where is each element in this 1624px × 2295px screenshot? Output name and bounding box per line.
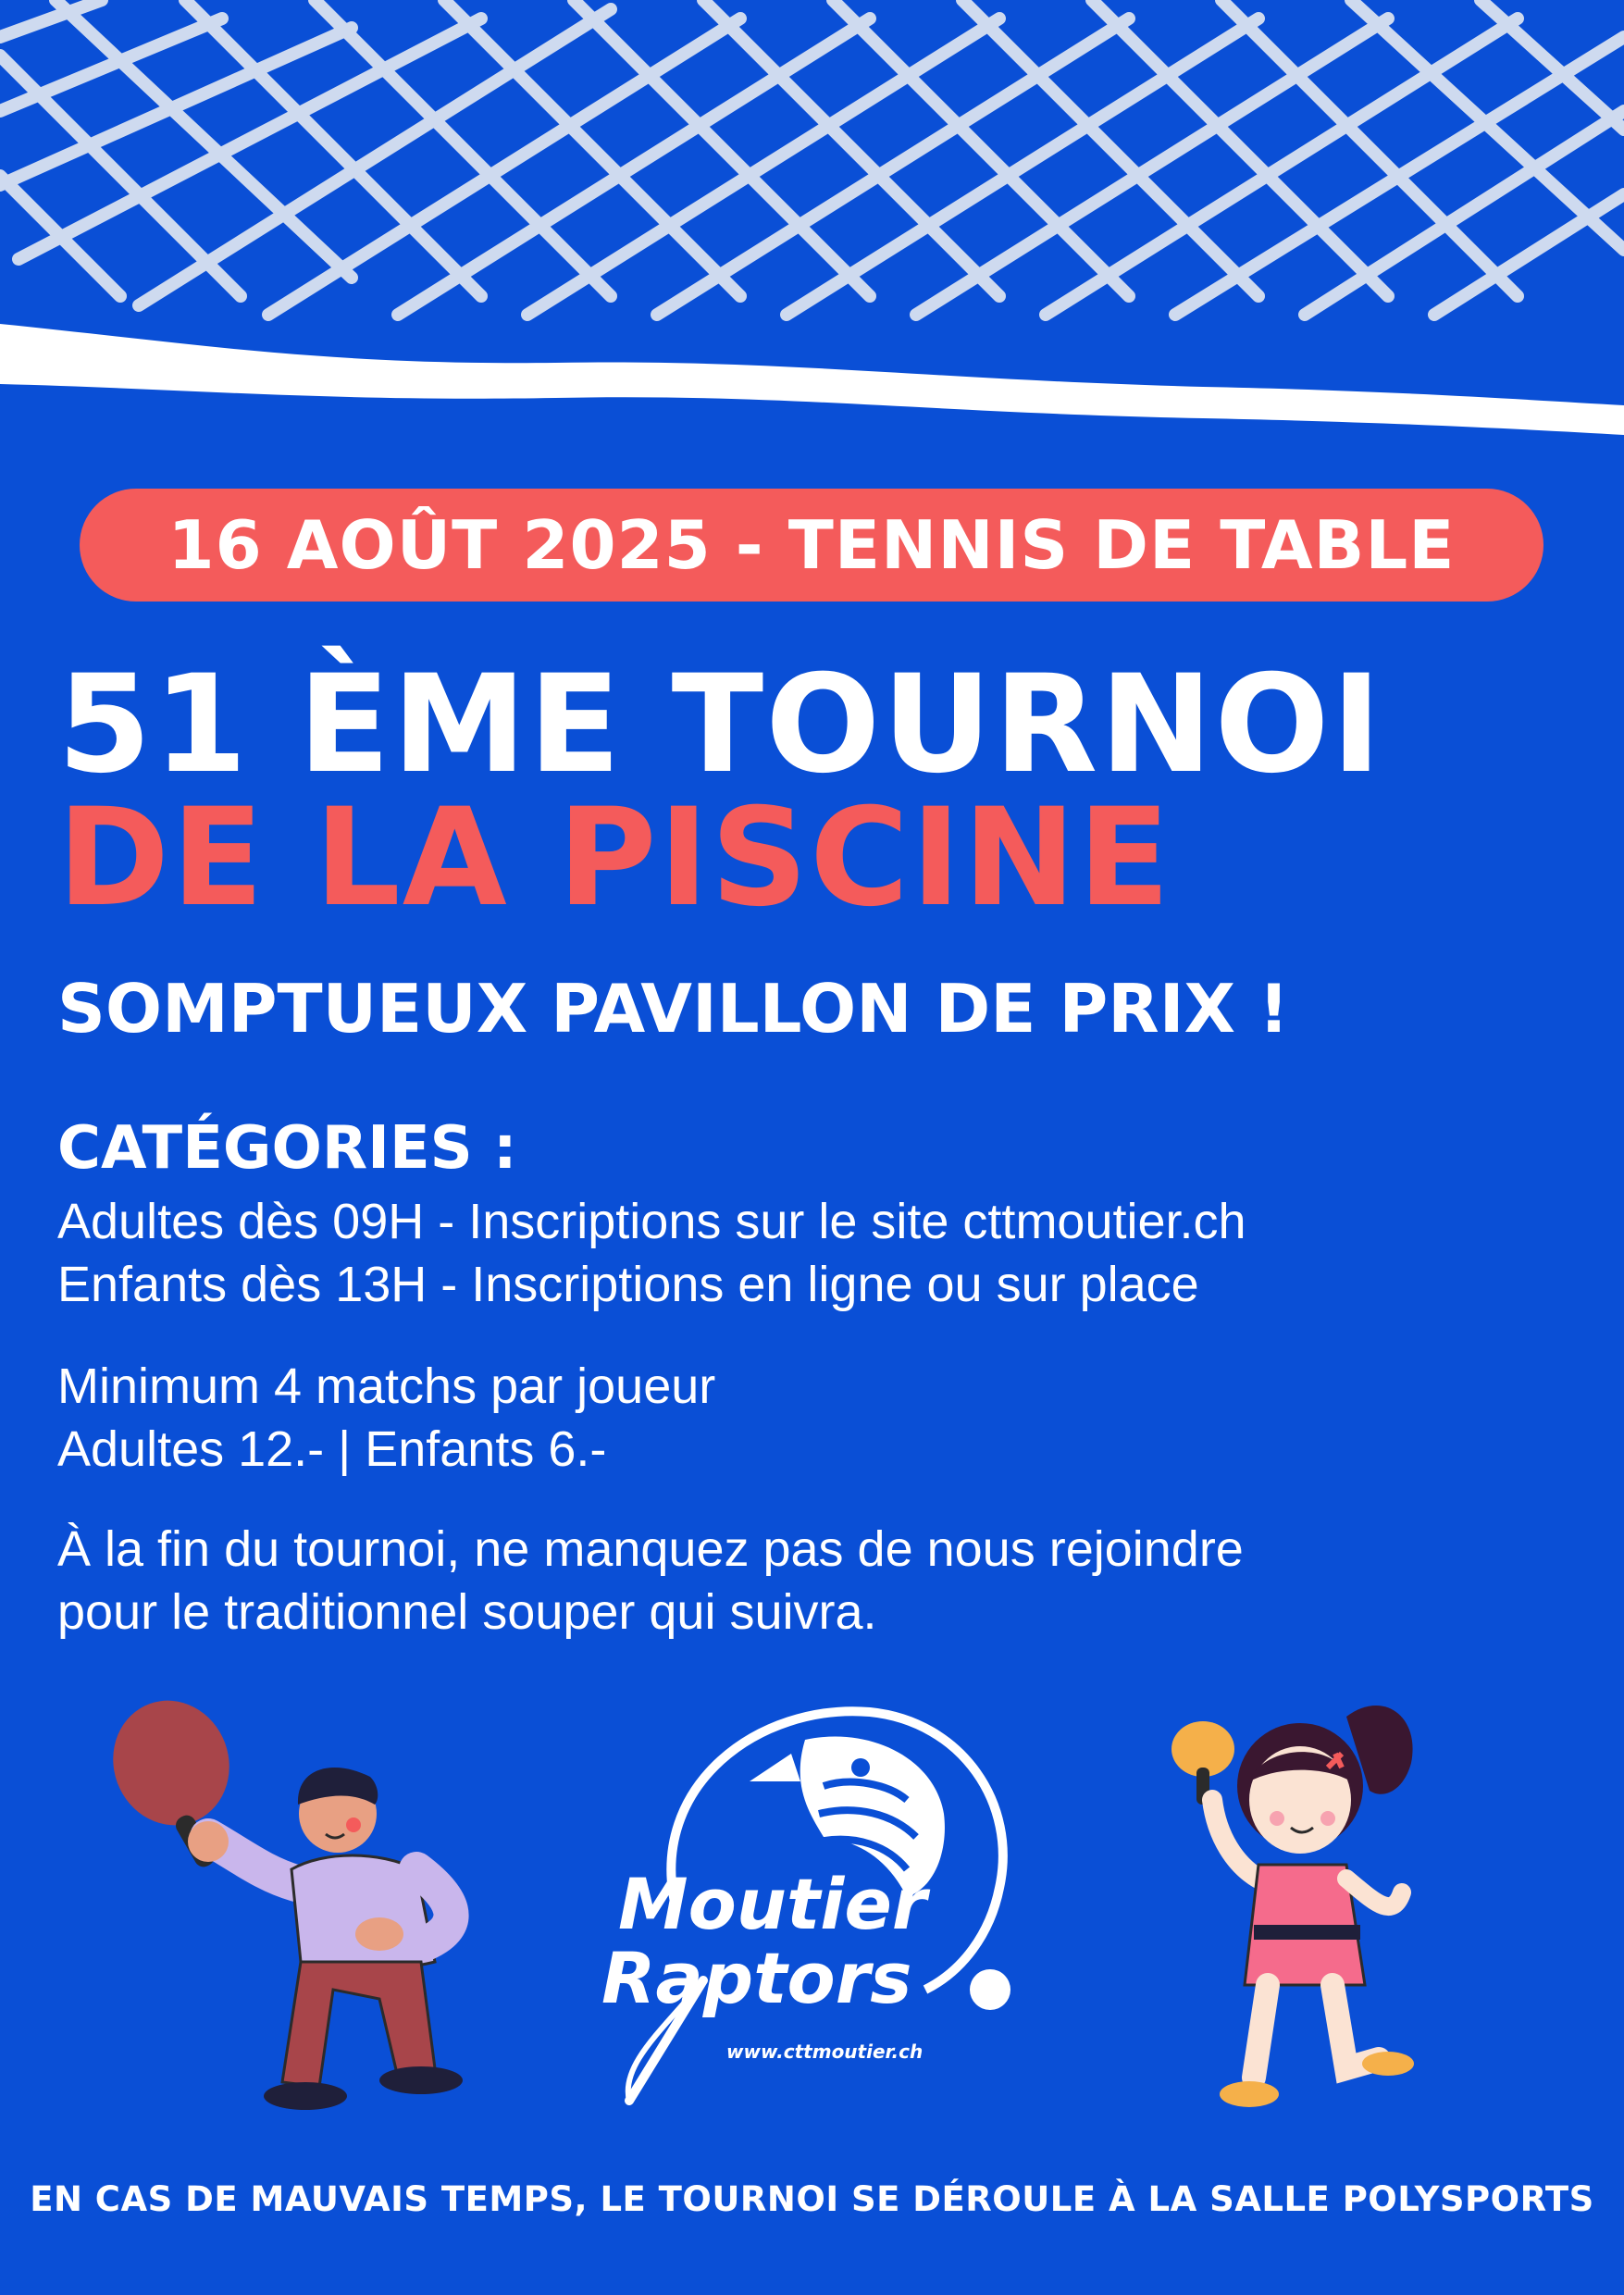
category-children: Enfants dès 13H - Inscriptions en ligne ou sur place — [57, 1257, 1199, 1312]
weather-notice: EN CAS DE MAUVAIS TEMPS, LE TOURNOI SE DÉROULE À LA SALLE POLYSPORTS — [30, 2179, 1594, 2219]
categories-heading: CATÉGORIES : — [57, 1114, 517, 1183]
subtitle: SOMPTUEUX PAVILLON DE PRIX ! — [57, 970, 1289, 1048]
net-banner — [0, 0, 1624, 444]
title-line-1: 51 ÈME TOURNOI — [57, 646, 1383, 803]
info-minimum-matches: Minimum 4 matchs par joueur — [57, 1358, 716, 1414]
logo-url: www.cttmoutier.ch — [726, 2041, 924, 2063]
closing-line-2: pour le traditionnel souper qui suivra. — [57, 1584, 877, 1640]
boy-player-illustration — [102, 1675, 546, 2138]
title-line-2: DE LA PISCINE — [57, 779, 1172, 937]
date-banner — [80, 489, 1543, 602]
closing-line-1: À la fin du tournoi, ne manquez pas de nous rejoindre — [57, 1521, 1244, 1577]
girl-player-illustration — [1161, 1680, 1494, 2133]
logo-name-line-1: Moutier — [618, 1863, 927, 1945]
info-prices: Adultes 12.- | Enfants 6.- — [57, 1421, 607, 1477]
logo-name-line-2: Raptors — [601, 1937, 912, 2019]
category-adults: Adultes dès 09H - Inscriptions sur le site cttmoutier.ch — [57, 1194, 1246, 1249]
date-line: 16 AOÛT 2025 - TENNIS DE TABLE — [167, 506, 1456, 584]
